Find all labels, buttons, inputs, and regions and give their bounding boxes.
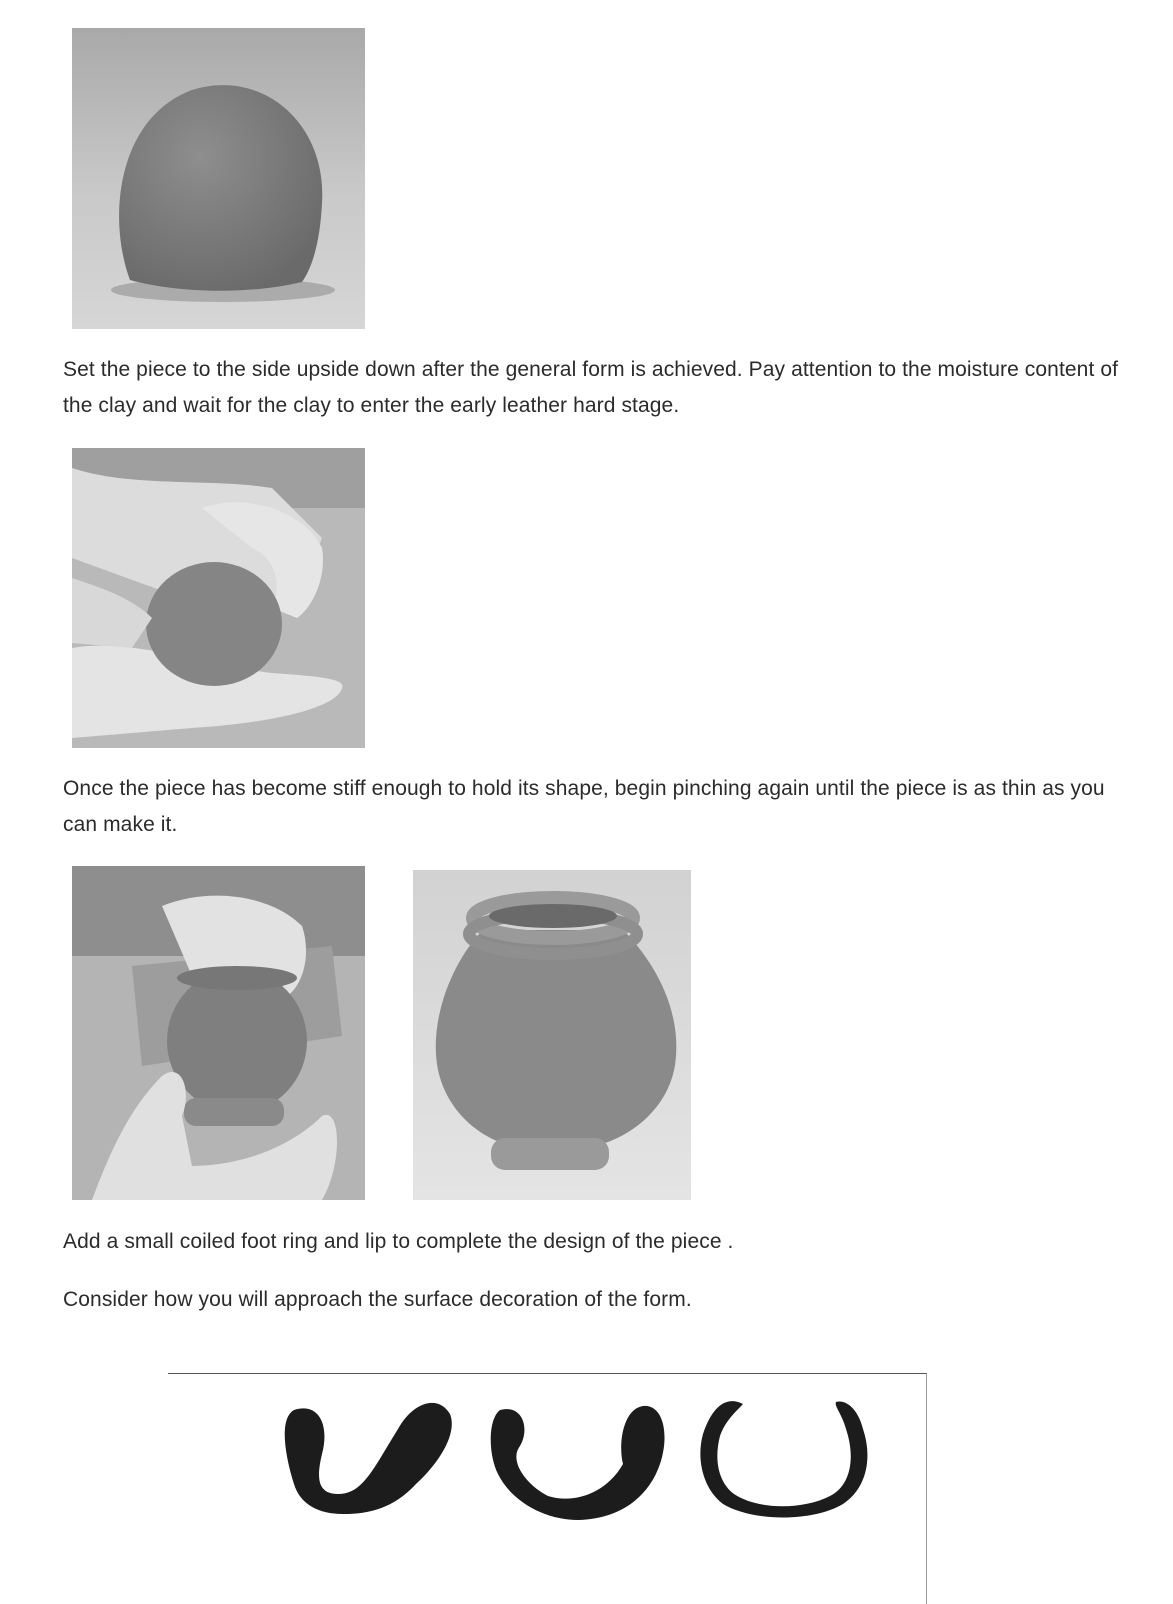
medium-lip-profile: [491, 1406, 665, 1520]
finished-pot-photo: [413, 870, 691, 1200]
adding-coil-photo: [72, 866, 365, 1200]
step-4-text: Consider how you will approach the surface decoration of the form.: [63, 1288, 692, 1311]
thick-lip-profile: [285, 1403, 452, 1514]
clay-sphere-photo: [72, 28, 365, 329]
step-1-text: Set the piece to the side upside down after the general form is achieved. Pay attention to the moisture content of the clay and wait for the clay to enter the early leather hard stage.: [63, 358, 1119, 417]
thin-lip-profile: [700, 1401, 867, 1517]
step-2-text: Once the piece has become stiff enough to hold its shape, begin pinching again until the piece is as thin as you can make it.: [63, 777, 1105, 836]
step-3-text: Add a small coiled foot ring and lip to complete the design of the piece .: [63, 1230, 734, 1253]
lip-profile-sketch: [168, 1373, 927, 1604]
pinching-photo: [72, 448, 365, 748]
